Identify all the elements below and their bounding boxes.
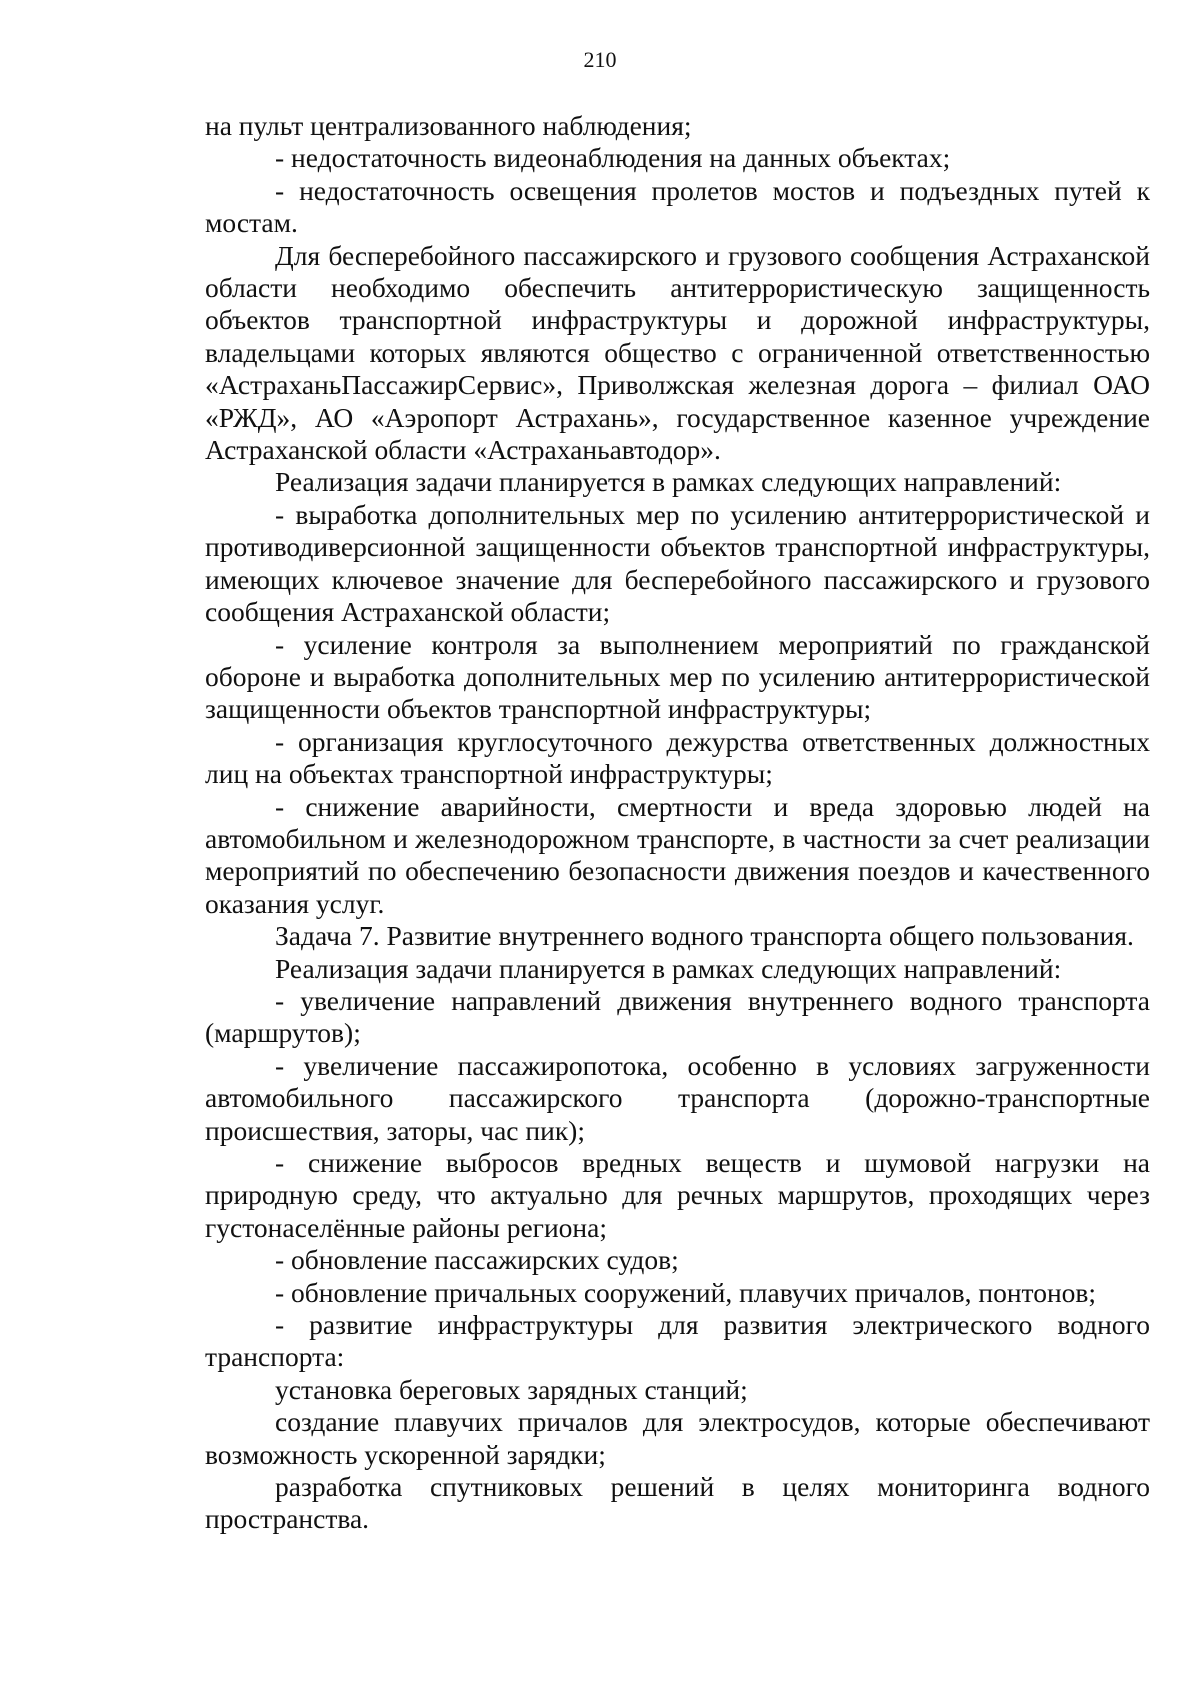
paragraph: разработка спутниковых решений в целях мониторинга водного пространства.: [205, 1471, 1150, 1535]
page-number: 210: [583, 47, 617, 72]
paragraph: - недостаточность видеонаблюдения на данных объектах;: [275, 142, 951, 174]
paragraph: установка береговых зарядных станций;: [275, 1373, 748, 1405]
document-body: [205, 110, 1150, 1536]
paragraph: - выработка дополнительных мер по усилению антитеррористической и противодиверсионной защищенности объектов транспортной инфраструктуры, имеющих ключевое значение для бесперебойного пассажирского и грузового сообщения Астраханской области;: [205, 498, 1150, 628]
paragraph: - увеличение направлений движения внутреннего водного транспорта (маршрутов);: [205, 984, 1150, 1049]
paragraph: - снижение аварийности, смертности и вреда здоровью людей на автомобильном и железнодорожном транспорте, в частности за счет реализации мероприятий по обеспечению безопасности движения поездов и качественного оказания услуг.: [205, 790, 1150, 919]
paragraph: создание плавучих причалов для электросудов, которые обеспечивают возможность ускоренной зарядки;: [205, 1406, 1150, 1470]
paragraph: Реализация задачи планируется в рамках следующих направлений:: [275, 466, 1062, 498]
paragraph: - усиление контроля за выполнением мероприятий по гражданской обороне и выработка дополнительных мер по усилению антитеррористической защищенности объектов транспортной инфраструктуры;: [205, 628, 1150, 725]
paragraph: - снижение выбросов вредных веществ и шумовой нагрузки на природную среду, что актуально для речных маршрутов, проходящих через густонаселённые районы региона;: [205, 1147, 1150, 1243]
paragraph: - обновление причальных сооружений, плавучих причалов, понтонов;: [275, 1276, 1097, 1308]
paragraph: - недостаточность освещения пролетов мостов и подъездных путей к мостам.: [205, 174, 1150, 239]
paragraph: Для бесперебойного пассажирского и грузового сообщения Астраханской области необходимо обеспечить антитеррористическую защищенность объектов транспортной инфраструктуры и дорожной инфраструктуры, владельцами которых являются общество с ограниченной ответственностью «АстраханьПассажирСервис», Приволжская железная дорога – филиал ОАО «РЖД», АО «Аэропорт Астрахань», государственное казенное учреждение Астраханской области «Астраханьавтодор».: [205, 239, 1150, 466]
paragraph: - увеличение пассажиропотока, особенно в условиях загруженности автомобильного пассажирского транспорта (дорожно-транспортные происшествия, заторы, час пик);: [205, 1049, 1150, 1146]
paragraph: Задача 7. Развитие внутреннего водного транспорта общего пользования.: [275, 920, 1134, 952]
paragraph: - организация круглосуточного дежурства ответственных должностных лиц на объектах транспортной инфраструктуры;: [205, 725, 1150, 790]
paragraph: Реализация задачи планируется в рамках следующих направлений:: [275, 952, 1062, 984]
paragraph: - развитие инфраструктуры для развития электрического водного транспорта:: [205, 1309, 1150, 1373]
paragraph: - обновление пассажирских судов;: [275, 1244, 679, 1276]
paragraph: на пульт централизованного наблюдения;: [205, 110, 692, 141]
